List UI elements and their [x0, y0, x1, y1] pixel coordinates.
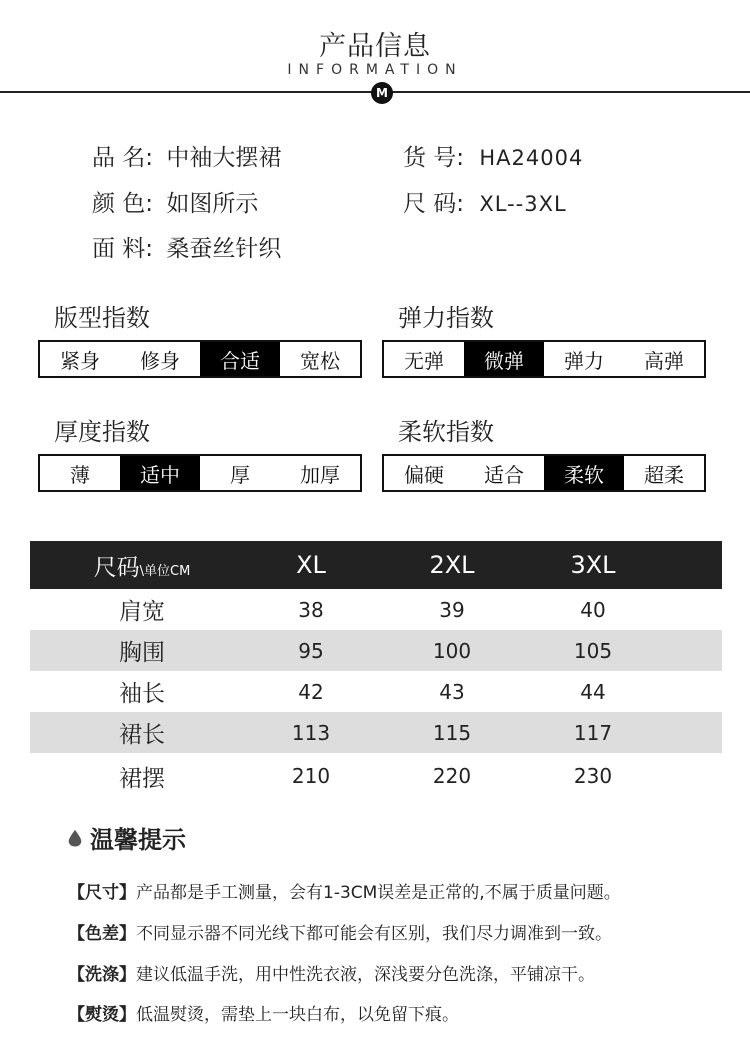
table-row — [30, 753, 722, 799]
fit-index-scale — [38, 340, 362, 378]
info-sku-label: 货 号: — [403, 145, 465, 171]
tip-tag: 【洗涤】 — [68, 965, 136, 985]
page-subtitle: INFORMATION — [287, 62, 463, 78]
table-row — [30, 589, 722, 630]
table-row — [30, 712, 722, 753]
scale-option: 偏硬 — [404, 462, 444, 487]
table-cell: 39 — [439, 597, 465, 622]
table-cell: 220 — [432, 764, 472, 788]
info-color-label: 颜 色: — [92, 191, 154, 217]
tip-tag: 【尺寸】 — [68, 883, 136, 903]
tip-item — [68, 1000, 459, 1025]
tip-tag: 【色差】 — [68, 924, 136, 944]
table-cell: 230 — [573, 764, 613, 788]
info-sku-value: HA24004 — [479, 146, 584, 170]
info-sku-row — [403, 141, 583, 175]
table-cell: 105 — [573, 638, 613, 663]
table-cell: 117 — [573, 720, 613, 745]
table-cell: 38 — [298, 597, 324, 622]
tip-tag: 【熨烫】 — [68, 1005, 136, 1025]
table-row-label: 裙摆 — [119, 765, 165, 792]
info-size-label: 尺 码: — [403, 191, 465, 217]
scale-option-selected: 适中 — [120, 456, 200, 490]
tip-text: 低温熨烫，需垫上一块白布，以免留下痕。 — [136, 1005, 459, 1025]
info-size-row — [403, 187, 567, 221]
m-badge-icon: M — [371, 82, 393, 104]
scale-option: 加厚 — [300, 462, 340, 487]
table-cell: 113 — [291, 720, 331, 745]
info-color-value: 如图所示 — [166, 191, 259, 217]
scale-option: 薄 — [70, 462, 90, 487]
scale-option-selected: 微弹 — [464, 342, 544, 376]
page-title: 产品信息 — [319, 31, 431, 62]
scale-option-selected: 柔软 — [544, 456, 624, 490]
scale-option: 宽松 — [300, 348, 340, 373]
scale-option: 超柔 — [644, 462, 684, 487]
tip-item — [68, 919, 612, 944]
size-header-text: 尺码 — [93, 554, 140, 581]
tips-heading — [66, 820, 186, 855]
scale-option: 弹力 — [564, 348, 604, 373]
table-header-label — [30, 549, 254, 582]
tip-text: 建议低温手洗，用中性洗衣液，深浅要分色洗涤，平铺凉干。 — [136, 965, 595, 985]
table-cell: 43 — [439, 679, 465, 704]
thickness-index-scale — [38, 454, 362, 492]
info-fabric-row — [92, 232, 281, 266]
info-name-row — [92, 141, 281, 175]
softness-index-title: 柔软指数 — [398, 418, 494, 446]
table-header-cell: XL — [296, 551, 326, 579]
scale-option: 紧身 — [60, 348, 100, 373]
info-name-value: 中袖大摆裙 — [166, 145, 282, 171]
table-cell: 44 — [580, 679, 606, 704]
elasticity-index-title: 弹力指数 — [398, 304, 494, 332]
fit-index-title: 版型指数 — [54, 304, 150, 332]
table-cell: 40 — [580, 597, 606, 622]
thickness-index-title: 厚度指数 — [54, 418, 150, 446]
size-table — [30, 541, 722, 799]
tip-text: 不同显示器不同光线下都可能会有区别，我们尽力调准到一致。 — [136, 924, 612, 944]
scale-option: 高弹 — [644, 348, 684, 373]
table-row — [30, 630, 722, 671]
scale-option: 厚 — [230, 462, 250, 487]
elasticity-index-scale — [382, 340, 706, 378]
table-row-label: 肩宽 — [119, 599, 165, 625]
table-header-cell: 2XL — [429, 551, 475, 579]
info-name-label: 品 名: — [92, 145, 154, 171]
tip-item — [68, 878, 621, 903]
table-cell: 100 — [432, 638, 472, 663]
info-fabric-value: 桑蚕丝针织 — [166, 236, 282, 262]
scale-option: 适合 — [484, 462, 524, 487]
tips-heading-text: 温馨提示 — [90, 826, 186, 854]
size-header-unit: \单位CM — [139, 563, 191, 579]
table-header-cell: 3XL — [570, 551, 616, 579]
info-size-value: XL--3XL — [479, 192, 567, 216]
scale-option: 无弹 — [404, 348, 444, 373]
tip-item — [68, 960, 595, 985]
table-row-label: 袖长 — [119, 681, 165, 707]
scale-option: 修身 — [140, 348, 180, 373]
table-cell: 210 — [291, 764, 331, 788]
table-row — [30, 671, 722, 712]
table-row-label: 裙长 — [119, 722, 165, 748]
table-row-label: 胸围 — [119, 640, 165, 666]
info-fabric-label: 面 料: — [92, 236, 154, 262]
water-drop-icon — [66, 829, 84, 847]
tip-text: 产品都是手工测量，会有1-3CM误差是正常的,不属于质量问题。 — [136, 883, 621, 903]
scale-option-selected: 合适 — [200, 342, 280, 376]
softness-index-scale — [382, 454, 706, 492]
table-header-row — [30, 541, 722, 589]
table-cell: 95 — [298, 638, 324, 663]
table-cell: 115 — [432, 720, 472, 745]
table-cell: 42 — [298, 679, 324, 704]
info-color-row — [92, 187, 258, 221]
